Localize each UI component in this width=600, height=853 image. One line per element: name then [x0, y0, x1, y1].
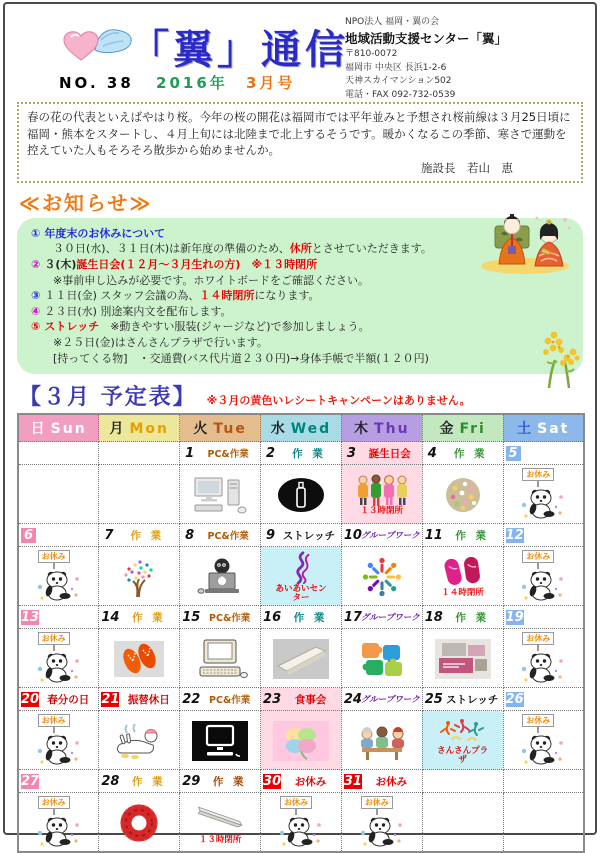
calendar-day-image [99, 793, 180, 853]
calendar-day-label [341, 770, 422, 793]
issue-year: 2016年 [156, 74, 228, 92]
activity-label: お休み [375, 775, 408, 788]
item-5-title: ストレッチ [44, 320, 100, 334]
activity-label: ストレッチ [445, 693, 499, 706]
item-1-text-end: とさせていただきます。 [311, 242, 432, 256]
calendar-day-label [503, 442, 584, 465]
calendar-day-label [503, 524, 584, 547]
march-calendar [17, 413, 585, 853]
calendar-day-label [180, 688, 261, 711]
day-en: Thu [374, 421, 410, 438]
calendar-day-image [18, 629, 99, 688]
week1-label-row [18, 442, 584, 465]
date-number: 25 [424, 691, 443, 707]
rest-panda-icon [359, 811, 405, 849]
calendar-day-label [341, 442, 422, 465]
calendar-day-label [99, 688, 180, 711]
calendar-header-row [18, 414, 584, 442]
date-number: 3 [346, 445, 356, 461]
birthday-people-icon [354, 473, 410, 507]
calendar-day-image [341, 711, 422, 770]
rapeseed-flowers-icon [535, 328, 585, 388]
pink-slippers-icon [438, 555, 488, 589]
day-en: Fri [459, 421, 486, 438]
item-2-time: ※１３時閉所 [240, 257, 318, 271]
organization-info [345, 16, 507, 102]
activity-label: 作 業 [455, 529, 490, 542]
red-wreath-icon [117, 803, 161, 843]
week4-image-row [18, 711, 584, 770]
calendar-day-image [341, 465, 422, 524]
calendar-day-label [261, 688, 342, 711]
notice-item-5-sub1: ※２５日(金)はさんさんプラザで行います。 [53, 335, 268, 349]
week5-label-row [18, 770, 584, 793]
cell-sub-label: １４時閉所 [441, 588, 484, 599]
org-center-name: 地域活動支援センター「翼」 [345, 30, 508, 46]
calendar-day-label [422, 606, 503, 629]
activity-label: 作 業 [212, 775, 247, 788]
org-name-line: NPO法人 福岡・翼の会 [345, 17, 440, 27]
notice-item-5 [31, 319, 573, 335]
rest-panda-icon [520, 565, 566, 603]
puzzle-pieces-icon [357, 639, 407, 679]
item-1-highlight: 休所 [289, 242, 312, 256]
schedule-title: 【３月 予定表】 [19, 385, 197, 411]
date-number: 5 [506, 446, 521, 461]
week4-label-row [18, 688, 584, 711]
rainbow-clover-icon [273, 721, 329, 761]
item-2-marker: ② [31, 257, 41, 271]
calendar-day-label [180, 770, 261, 793]
rest-panda-icon [36, 565, 82, 603]
item-1-text: ３０日(水)、３１日(木)は新年度の準備のため、 [53, 242, 290, 256]
item-5-marker: ⑤ [31, 320, 41, 334]
date-number: 21 [101, 691, 120, 707]
calendar-day-image [99, 711, 180, 770]
date-number: 10 [343, 527, 362, 543]
calendar-day-label [18, 770, 99, 793]
item-3-text: １１日(金) スタッフ会議の為、 [44, 289, 200, 303]
week2-label-row [18, 524, 584, 547]
week3-image-row [18, 629, 584, 688]
bathing-person-icon [111, 721, 167, 761]
rest-panda-icon [520, 647, 566, 685]
rest-panda-icon [520, 483, 566, 521]
calendar-day-image [99, 547, 180, 606]
calendar-day-label [18, 606, 99, 629]
calendar-day-label [261, 770, 342, 793]
week3-label-row [18, 606, 584, 629]
org-postal-code: 〒810-0072 [345, 49, 398, 60]
date-number: 27 [21, 773, 40, 789]
cell-sub-label: １３時閉所 [198, 835, 242, 846]
rest-sign: お休み [522, 468, 554, 481]
header [17, 10, 583, 102]
calendar-day-image [503, 547, 584, 606]
calendar-day-image [180, 547, 261, 606]
activity-label: お休み [294, 775, 327, 788]
date-number: 2 [266, 445, 276, 461]
newsletter-title: 「翼」通信 [129, 27, 349, 73]
item-4-text: ２３日(水) 別途案内文を配布します。 [44, 304, 232, 318]
issue-month: 3月号 [246, 74, 296, 92]
orange-sandals-icon [114, 641, 164, 677]
calendar-day-image [341, 547, 422, 606]
date-number: 11 [424, 527, 443, 543]
date-number: 23 [263, 691, 282, 707]
calendar-day-label [18, 524, 99, 547]
item-1-marker: ① [31, 226, 41, 240]
flower-ball-icon [441, 475, 485, 515]
week2-image-row [18, 547, 584, 606]
schedule-note: ※３月の黄色いレシートキャンペーンはありません。 [206, 394, 471, 408]
intro-text: 春の花の代表といえばやはり桜。今年の桜の開花は福岡市では平年並みと予想され桜前線は３月25日頃に福岡・熊本をスタートし、４月上旬には北陸まで北上するそうです。暖かくなるこの季節、寒さで運動を控えていた人もそろそろ散歩から始めませんか。 [27, 110, 571, 158]
date-number: 29 [182, 773, 201, 789]
header-wednesday [261, 414, 342, 442]
calendar-day-image [180, 629, 261, 688]
activity-label: ストレッチ [282, 529, 336, 542]
cell-sub-label: １３時閉所 [360, 506, 404, 517]
header-sunday [18, 414, 99, 442]
craft-cards-icon [435, 639, 491, 679]
activity-label: 作 業 [130, 529, 165, 542]
calendar-day-image [99, 465, 180, 524]
calendar-day-image [422, 465, 503, 524]
calendar-day-label [261, 442, 342, 465]
item-2-title: 誕生日会(１２月～３月生れの方) [76, 257, 241, 271]
meeting-people-icon [354, 721, 410, 761]
day-en: Wed [290, 421, 332, 438]
date-number: 12 [505, 527, 524, 543]
day-jp: 金 [439, 421, 454, 438]
calendar-day-image [180, 793, 261, 853]
date-number: 24 [343, 691, 362, 707]
calendar-day-image [422, 547, 503, 606]
calendar-day-label [341, 606, 422, 629]
calendar-day-label [99, 770, 180, 793]
notice-item-4 [31, 304, 573, 320]
day-en: Sat [537, 421, 570, 438]
calendar-day-image [18, 547, 99, 606]
calendar-day-label [99, 442, 180, 465]
activity-label: 作 業 [453, 447, 488, 460]
heart-wing-logo-icon [59, 26, 133, 72]
activity-label: 振替休日 [127, 693, 170, 706]
rest-panda-icon [520, 729, 566, 767]
date-number: 20 [21, 691, 40, 707]
activity-label: PC&作業 [209, 695, 251, 707]
calendar-day-label [180, 524, 261, 547]
calendar-day-label [341, 524, 422, 547]
wood-sticks-icon [192, 800, 248, 836]
activity-label: PC&作業 [207, 531, 249, 543]
calendar-day-label [180, 606, 261, 629]
calendar-day-label [422, 688, 503, 711]
calendar-day-image [503, 465, 584, 524]
desktop-pc-icon [192, 475, 248, 515]
item-4-marker: ④ [31, 304, 41, 318]
date-number: 19 [505, 609, 524, 625]
day-en: Mon [129, 421, 170, 438]
date-number: 14 [101, 609, 120, 625]
rest-panda-icon [36, 811, 82, 849]
header-tuesday [180, 414, 261, 442]
activity-label: 作 業 [131, 611, 166, 624]
rest-sign: お休み [38, 632, 70, 645]
calendar-day-image [261, 793, 342, 853]
calendar-day-image [422, 711, 503, 770]
day-jp: 火 [193, 421, 208, 438]
notice-item-2-sub: ※事前申し込みが必要です。ホワイトボードをご確認ください。 [53, 273, 370, 287]
day-jp: 水 [270, 421, 285, 438]
org-phone: 電話・FAX 092-732-0539 [345, 89, 456, 100]
header-friday [422, 414, 503, 442]
activity-label: 作 業 [455, 611, 490, 624]
rest-panda-icon [36, 729, 82, 767]
notice-heading: ≪お知らせ≫ [19, 190, 153, 215]
calendar-day-image [18, 711, 99, 770]
hina-dolls-icon [477, 212, 573, 274]
wood-plank-icon [273, 639, 329, 679]
activity-label: PC&作業 [209, 613, 251, 625]
rest-sign: お休み [361, 796, 393, 809]
rest-sign: お休み [38, 714, 70, 727]
date-number: 30 [263, 773, 282, 789]
activity-label: 作 業 [292, 447, 326, 460]
black-screen-icon [192, 721, 248, 761]
calendar-day-label [503, 606, 584, 629]
calendar-day-label [18, 442, 99, 465]
calendar-day-label [99, 524, 180, 547]
calendar-day-image [261, 629, 342, 688]
date-number: 17 [343, 609, 362, 625]
day-en: Sun [50, 421, 87, 438]
rest-sign: お休み [38, 550, 70, 563]
date-number: 16 [263, 609, 282, 625]
calendar-day-label [422, 770, 503, 793]
date-number: 6 [21, 528, 36, 543]
calendar-day-image [422, 629, 503, 688]
calendar-day-image [503, 711, 584, 770]
spray-craft-icon [276, 477, 326, 513]
calendar-day-image [503, 629, 584, 688]
item-3-marker: ③ [31, 289, 41, 303]
activity-label: グループワーク [360, 531, 420, 542]
date-number: 15 [182, 609, 201, 625]
calendar-day-image [422, 793, 503, 853]
item-1-title: 年度末のお休みについて [44, 226, 166, 240]
activity-label: 食事会 [294, 693, 327, 706]
rest-sign: お休み [522, 632, 554, 645]
calendar-day-label [261, 524, 342, 547]
calendar-day-image [18, 793, 99, 853]
cell-sub-label: あいあいセンター [275, 583, 327, 603]
calendar-day-image [261, 465, 342, 524]
calendar-day-label [180, 442, 261, 465]
calendar-day-label [422, 524, 503, 547]
week5-image-row [18, 793, 584, 853]
beige-computer-icon [192, 639, 248, 679]
calendar-day-image [18, 465, 99, 524]
rest-sign: お休み [522, 550, 554, 563]
date-number: 26 [505, 691, 524, 707]
craft-tree-icon [114, 557, 164, 597]
header-monday [99, 414, 180, 442]
intro-signature: 施設長 若山 恵 [421, 161, 513, 176]
laptop-person-icon [192, 557, 248, 597]
rest-panda-icon [36, 647, 82, 685]
date-number: 8 [185, 527, 195, 543]
item-3-highlight: １４時閉所 [199, 289, 255, 303]
calendar-day-image [180, 711, 261, 770]
date-number: 31 [343, 773, 362, 789]
sansan-dancers-icon [438, 717, 488, 747]
date-number: 1 [185, 445, 195, 461]
calendar-day-image [503, 793, 584, 853]
day-jp: 月 [109, 421, 124, 438]
day-jp: 木 [354, 421, 369, 438]
calendar-day-label [503, 688, 584, 711]
item-5-text: ※動きやすい服装(ジャージなど)で参加しましょう。 [99, 320, 370, 334]
calendar-day-label [261, 606, 342, 629]
date-number: 4 [427, 445, 437, 461]
calendar-day-image [341, 793, 422, 853]
calendar-day-label [18, 688, 99, 711]
stretch-dancer-icon [281, 551, 321, 585]
rest-panda-icon [278, 811, 324, 849]
activity-label: 春分の日 [47, 693, 90, 706]
week1-image-row [18, 465, 584, 524]
item-2-date: ３(木) [44, 257, 77, 271]
activity-label: グループワーク [360, 695, 420, 706]
date-number: 13 [21, 609, 40, 625]
cell-sub-label: さんさんプラザ [437, 745, 489, 765]
notice-item-5-sub2: [持ってくる物] ・交通費(バス代片道２３０円)→身体手帳で半額(１２０円) [53, 351, 429, 365]
calendar-day-image [261, 711, 342, 770]
rest-sign: お休み [522, 714, 554, 727]
activity-label: 作 業 [293, 611, 328, 624]
issue-line [59, 72, 295, 93]
item-3-text-end: になります。 [254, 289, 320, 303]
activity-label: PC&作業 [207, 449, 249, 461]
day-jp: 日 [30, 421, 45, 438]
issue-number: NO. 38 [59, 74, 134, 92]
newsletter-page [3, 2, 597, 846]
calendar-day-label [503, 770, 584, 793]
intro-box [17, 102, 583, 183]
calendar-day-image [261, 547, 342, 606]
date-number: 18 [424, 609, 443, 625]
date-number: 28 [101, 773, 120, 789]
calendar-day-image [99, 629, 180, 688]
calendar-day-image [341, 629, 422, 688]
day-jp: 土 [517, 421, 532, 438]
activity-label: 作 業 [131, 775, 166, 788]
org-address-1: 福岡市 中央区 長浜1-2-6 [345, 62, 447, 73]
calendar-day-label [99, 606, 180, 629]
calendar-day-label [422, 442, 503, 465]
notice-item-3 [31, 288, 573, 304]
org-address-2: 天神スカイマンション502 [345, 76, 452, 87]
date-number: 22 [182, 691, 201, 707]
date-number: 7 [104, 527, 114, 543]
group-circle-icon [360, 555, 404, 599]
activity-label: 誕生日会 [368, 447, 411, 460]
header-saturday [503, 414, 584, 442]
header-thursday [341, 414, 422, 442]
rest-sign: お休み [38, 796, 70, 809]
day-en: Tue [213, 421, 247, 438]
calendar-day-label [341, 688, 422, 711]
rest-sign: お休み [280, 796, 312, 809]
activity-label: グループワーク [360, 613, 420, 624]
notice-box [17, 218, 583, 374]
calendar-day-image [180, 465, 261, 524]
schedule-heading-row [19, 380, 583, 411]
date-number: 9 [266, 527, 276, 543]
